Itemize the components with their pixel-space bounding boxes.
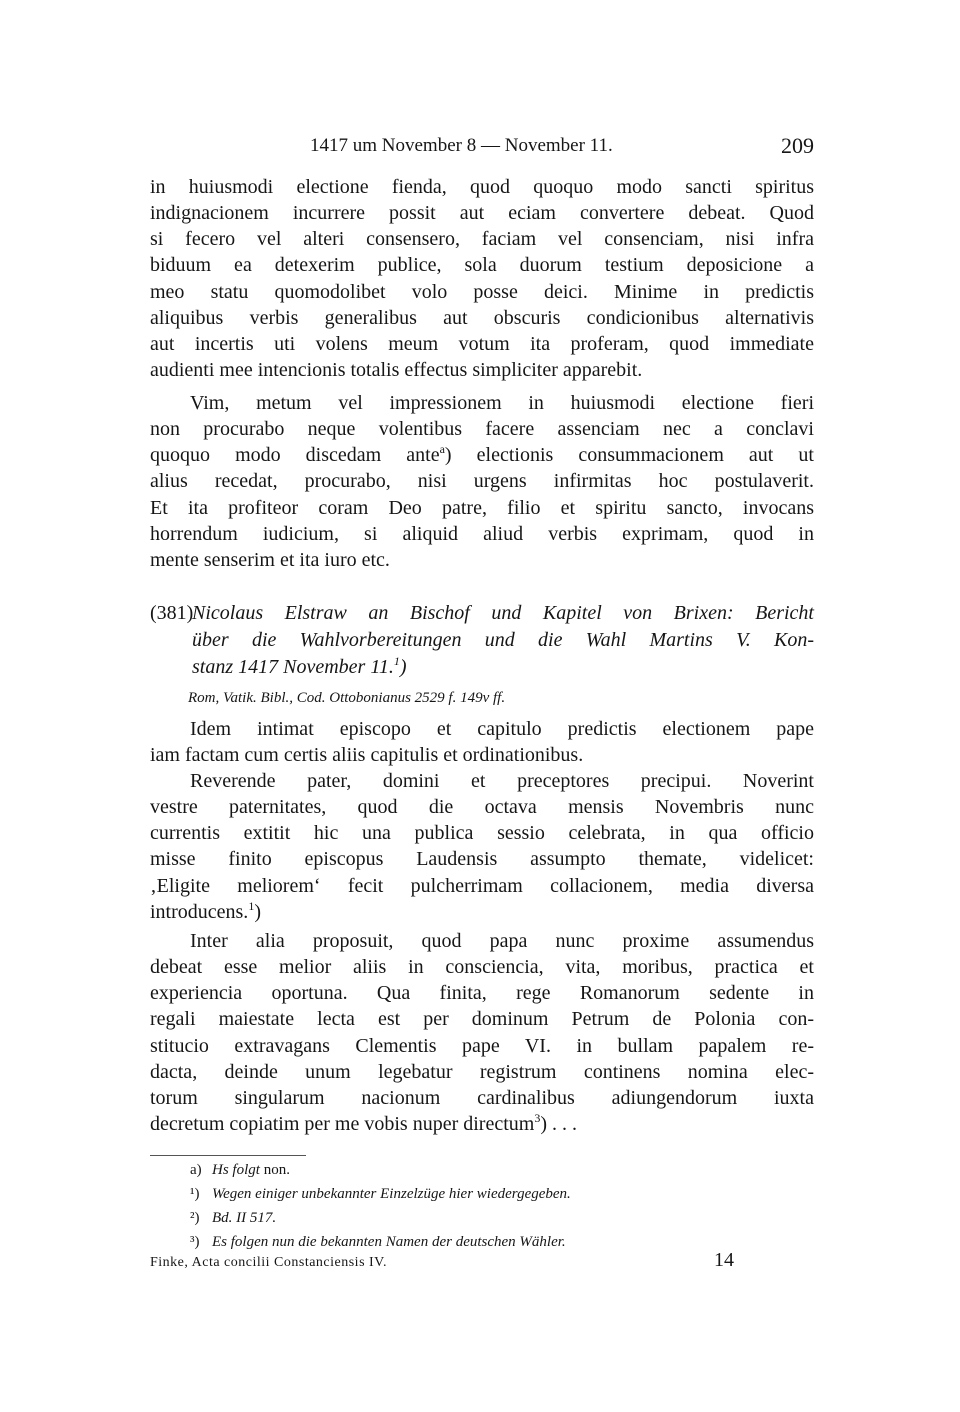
document-heading (150, 600, 814, 681)
text-line: biduum ea detexerim publice, sola duorum testium deposicione a (150, 254, 814, 277)
text-segment: quoquo modo discedam ante (150, 444, 440, 467)
footnote-mark: ²) (190, 1210, 200, 1226)
source-citation: Rom, Vatik. Bibl., Cod. Ottobonianus 2529 f. 149v ff. (188, 690, 506, 706)
imprint-line: Finke, Acta concilii Constanciensis IV. (150, 1255, 387, 1270)
regest-summary (150, 716, 814, 768)
footnote-divider (150, 1155, 306, 1156)
footnote-reference: 1 (393, 654, 400, 668)
page-number: 209 (781, 133, 814, 158)
text-segment: introducens. (150, 900, 249, 923)
footnote-text: Wegen einiger unbekannter Einzelzüge hier wiedergegeben. (212, 1186, 571, 1202)
text-line: non procurabo neque volentibus facere assenciam nec a conclavi (150, 418, 814, 441)
text-segment: ) (399, 656, 407, 678)
footnote (190, 1206, 790, 1230)
text-line: aut incertis uti volens meum votum ita proferam, quod immediate (150, 332, 814, 355)
text-line: iam factam cum certis aliis capitulis et ordinationibus. (150, 744, 584, 767)
text-line: alius recedat, procurabo, nisi urgens infirmitas hoc postulaverit. (150, 470, 814, 493)
footnote-mark: ¹) (190, 1186, 200, 1202)
footnote-text: Bd. II 517. (212, 1210, 277, 1226)
footnote-text: Hs folgt (212, 1162, 260, 1178)
text-segment: ) electionis consummacionem aut ut (444, 444, 814, 467)
text-line: torum singularum nacionum cardinalibus adiungendorum iuxta (150, 1086, 814, 1109)
text-line: si fecero vel alteri consensero, faciam vel consenciam, nisi infra (150, 228, 814, 251)
footnotes (190, 1158, 790, 1254)
running-head (150, 132, 814, 160)
text-line: Vim, metum vel impressionem in huiusmodi electione fieri (190, 392, 814, 414)
document-number: (381) (150, 602, 194, 624)
text-line: mente senserim et ita iuro etc. (150, 548, 390, 571)
footnote-reference: a (439, 442, 445, 457)
text-line: debeat esse melior aliis in consciencia, vita, moribus, practica et (150, 956, 814, 979)
footnote-mark: a) (190, 1162, 202, 1178)
text-line: regali maiestate lecta est per dominum Petrum de Polonia con- (150, 1008, 814, 1031)
oath-paragraph (150, 390, 814, 573)
text-line: audienti mee intencionis totalis effectus simpliciter apparebit. (150, 358, 643, 381)
footnote (190, 1158, 790, 1182)
text-segment: ) . . . (540, 1112, 577, 1135)
text-line: Inter alia proposuit, quod papa nunc proxime assumendus (190, 930, 814, 952)
continued-text (150, 174, 814, 383)
document-title-line: Nicolaus Elstraw an Bischof und Kapitel von Brixen: Bericht (192, 602, 814, 624)
letter-paragraph (150, 928, 814, 1137)
text-line (150, 1111, 814, 1137)
document-title-line: über die Wahlvorbereitungen und die Wahl Martins V. Kon- (192, 629, 814, 651)
footnote-text: non. (259, 1162, 290, 1178)
text-line: experiencia oportuna. Qua finita, rege Romanorum sedente in (150, 982, 814, 1005)
text-line: Reverende pater, domini et preceptores precipui. Noverint (190, 770, 814, 792)
text-line: misse finito episcopus Laudensis assumpto themate, videlicet: (150, 848, 814, 871)
running-head-title: 1417 um November 8 — November 11. (310, 135, 613, 156)
footnote-reference: 1 (248, 898, 255, 913)
sheet-signature: 14 (714, 1249, 734, 1271)
text-line: stitucio extravagans Clementis pape VI. in bullam papalem re- (150, 1034, 814, 1057)
text-line: aliquibus verbis generalibus aut obscuris condicionibus alternativis (150, 306, 814, 329)
text-line: in huiusmodi electione fienda, quod quoquo modo sancti spiritus (150, 176, 814, 198)
text-line: ‚Eligite meliorem‘ fecit pulcherrimam collacionem, media diversa (150, 874, 814, 897)
footnote-reference: 3 (534, 1110, 541, 1125)
footnote-mark: ³) (190, 1234, 200, 1250)
text-line: meo statu quomodolibet volo posse deici. Minime in predictis (150, 280, 814, 303)
text-segment: stanz 1417 November 11. (192, 656, 394, 678)
text-line: indignacionem incurrere possit aut eciam convertere debeat. Quod (150, 202, 814, 225)
text-line: dacta, deinde unum legebatur registrum continens nomina elec- (150, 1060, 814, 1083)
text-line: Idem intimat episcopo et capitulo predictis electionem pape (190, 718, 814, 740)
document-title-line (192, 654, 814, 681)
text-line (150, 899, 814, 925)
text-segment: ) (254, 900, 261, 923)
footnote (190, 1230, 790, 1254)
text-line: vestre paternitates, quod die octava mensis Novembris nunc (150, 796, 814, 819)
letter-paragraph (150, 768, 814, 925)
text-line (150, 442, 814, 468)
text-line: horrendum iudicium, si aliquid aliud verbis exprimam, quod in (150, 522, 814, 545)
footnote-text: Es folgen nun die bekannten Namen der deutschen Wähler. (212, 1234, 566, 1250)
footnote (190, 1182, 790, 1206)
text-line: Et ita profiteor coram Deo patre, filio et spiritu sancto, invocans (150, 496, 814, 519)
text-segment: decretum copiatim per me vobis nuper directum (150, 1112, 535, 1135)
text-line: currentis extitit hic una publica sessio celebrata, in qua officio (150, 822, 814, 845)
